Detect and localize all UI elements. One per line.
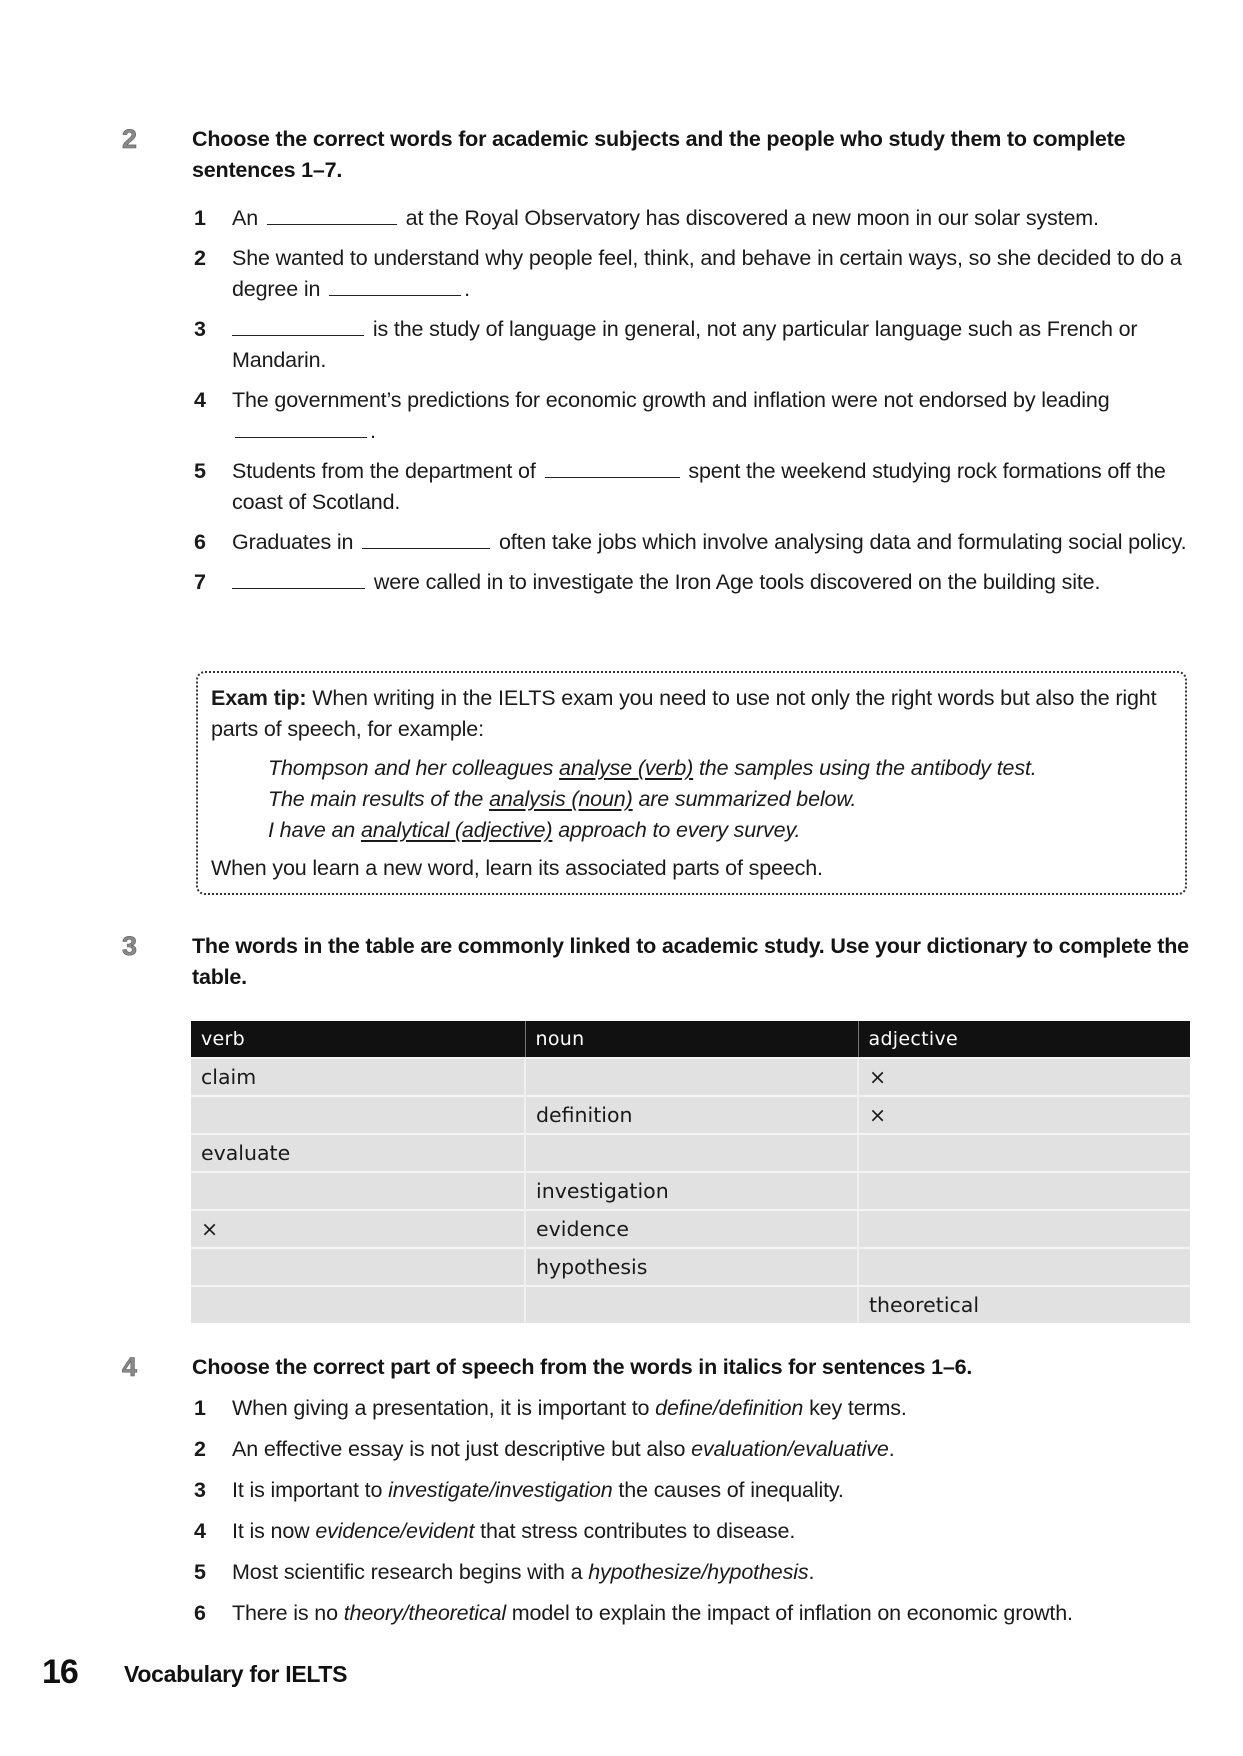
answer-blank[interactable] — [235, 419, 367, 438]
example-sentence — [268, 784, 1168, 815]
word-choice[interactable]: evaluation/evaluative — [691, 1437, 889, 1461]
table-cell: × — [858, 1058, 1190, 1096]
item-text-after: that stress contributes to disease. — [474, 1519, 796, 1543]
item-number: 3 — [194, 317, 206, 341]
table-cell: investigation — [525, 1172, 858, 1210]
item-text-before: She wanted to understand why people feel, think, and behave in certain ways, so she decided to do a degree in — [232, 246, 1182, 301]
table-cell-blank[interactable] — [525, 1058, 858, 1096]
table-row — [191, 1058, 1190, 1096]
table-cell: evaluate — [191, 1134, 525, 1172]
word-choice[interactable]: investigate/investigation — [388, 1478, 613, 1502]
answer-blank[interactable] — [545, 459, 680, 478]
table-cell-blank[interactable] — [525, 1286, 858, 1323]
exercise-3-instructions: The words in the table are commonly linked to academic study. Use your dictionary to complete the table. — [192, 934, 1189, 989]
item-text-after: . — [808, 1560, 815, 1584]
table-cell-blank[interactable] — [858, 1248, 1190, 1286]
table-cell: × — [858, 1096, 1190, 1134]
table-cell: claim — [191, 1058, 525, 1096]
table-row — [191, 1134, 1190, 1172]
table-cell-blank[interactable] — [858, 1134, 1190, 1172]
item-number: 2 — [194, 1437, 206, 1461]
exercise-4-instructions: Choose the correct part of speech from the words in italics for sentences 1–6. — [192, 1355, 973, 1379]
item-text-after: . — [464, 277, 470, 301]
table-cell-blank[interactable] — [191, 1286, 525, 1323]
example-highlight: analyse (verb) — [559, 756, 694, 780]
word-choice[interactable]: theory/theoretical — [343, 1601, 506, 1625]
exercise-4-list — [192, 1393, 1202, 1629]
item-text-before: An — [232, 206, 258, 230]
book-title: Vocabulary for IELTS — [124, 1661, 348, 1687]
exam-tip-examples — [268, 753, 1168, 846]
list-item — [192, 385, 1202, 447]
column-header-verb: verb — [191, 1021, 525, 1058]
item-text-after: were called in to investigate the Iron Age tools discovered on the building site. — [373, 570, 1101, 594]
item-text-before: The government’s predictions for economic growth and inflation were not endorsed by leading — [232, 388, 1110, 412]
table-cell-blank[interactable] — [191, 1096, 525, 1134]
list-item — [192, 1475, 1202, 1506]
exam-tip-intro — [211, 683, 1171, 745]
item-number: 3 — [194, 1478, 206, 1502]
exam-tip-outro: When you learn a new word, learn its associated parts of speech. — [211, 856, 823, 880]
item-number: 2 — [194, 246, 206, 270]
table-cell: hypothesis — [525, 1248, 858, 1286]
exercise-2-list — [192, 203, 1202, 598]
word-choice[interactable]: hypothesize/hypothesis — [588, 1560, 809, 1584]
example-text: approach to every survey. — [552, 818, 801, 842]
exercise-number-4: 4 — [122, 1352, 138, 1382]
table-header-row — [191, 1021, 1190, 1058]
item-text-after: is the study of language in general, not any particular language such as French or Mandarin. — [232, 317, 1138, 372]
exam-tip-text: When writing in the IELTS exam you need to use not only the right words but also the right parts of speech, for example: — [211, 686, 1157, 741]
item-number: 7 — [194, 570, 206, 594]
example-sentence — [268, 815, 1168, 846]
word-choice[interactable]: evidence/evident — [315, 1519, 475, 1543]
exam-tip-label: Exam tip: — [211, 686, 307, 710]
parts-of-speech-table — [191, 1021, 1190, 1323]
list-item — [192, 456, 1202, 518]
item-text-before: When giving a presentation, it is important to — [232, 1396, 656, 1420]
list-item — [192, 1557, 1202, 1588]
example-text: The main results of the — [268, 787, 490, 811]
column-header-adjective: adjective — [858, 1021, 1190, 1058]
item-number: 1 — [194, 206, 206, 230]
example-sentence — [268, 753, 1168, 784]
item-text-after: often take jobs which involve analysing data and formulating social policy. — [498, 530, 1187, 554]
list-item — [192, 314, 1202, 376]
table-row — [191, 1210, 1190, 1248]
example-highlight: analysis (noun) — [489, 787, 633, 811]
exercise-number-3: 3 — [122, 931, 138, 961]
list-item — [192, 243, 1202, 305]
item-number: 6 — [194, 1601, 206, 1625]
word-choice[interactable]: define/definition — [655, 1396, 804, 1420]
item-text-after: . — [370, 419, 376, 443]
item-text-after: key terms. — [803, 1396, 907, 1420]
table-row — [191, 1248, 1190, 1286]
page-number: 16 — [42, 1653, 78, 1691]
item-number: 1 — [194, 1396, 206, 1420]
example-text: are summarized below. — [632, 787, 857, 811]
item-text-before: It is now — [232, 1519, 316, 1543]
item-text-after: the causes of inequality. — [612, 1478, 844, 1502]
item-text-after: at the Royal Observatory has discovered a new moon in our solar system. — [405, 206, 1099, 230]
table-cell: definition — [525, 1096, 858, 1134]
item-text-before: Graduates in — [232, 530, 354, 554]
item-number: 4 — [194, 1519, 206, 1543]
table-cell-blank[interactable] — [858, 1210, 1190, 1248]
exercise-number-2: 2 — [122, 124, 138, 154]
table-row — [191, 1172, 1190, 1210]
item-text-before: Most scientific research begins with a — [232, 1560, 589, 1584]
table-row — [191, 1286, 1190, 1323]
item-number: 6 — [194, 530, 206, 554]
answer-blank[interactable] — [232, 317, 364, 336]
table-cell-blank[interactable] — [191, 1172, 525, 1210]
list-item — [192, 567, 1202, 598]
list-item — [192, 1598, 1202, 1629]
item-text-before: Students from the department of — [232, 459, 536, 483]
answer-blank[interactable] — [232, 570, 365, 589]
list-item — [192, 1516, 1202, 1547]
table-cell: × — [191, 1210, 525, 1248]
table-cell-blank[interactable] — [191, 1248, 525, 1286]
answer-blank[interactable] — [267, 206, 397, 225]
example-highlight: analytical (adjective) — [360, 818, 553, 842]
column-header-noun: noun — [525, 1021, 858, 1058]
item-text-before: There is no — [232, 1601, 344, 1625]
example-text: Thompson and her colleagues — [268, 756, 560, 780]
answer-blank[interactable] — [362, 530, 490, 549]
item-number: 5 — [194, 1560, 206, 1584]
table-cell-blank[interactable] — [858, 1172, 1190, 1210]
table-cell: evidence — [525, 1210, 858, 1248]
answer-blank[interactable] — [329, 277, 461, 296]
table-row — [191, 1096, 1190, 1134]
table-cell: theoretical — [858, 1286, 1190, 1323]
item-text-before: An effective essay is not just descriptive but also — [232, 1437, 692, 1461]
example-text: the samples using the antibody test. — [693, 756, 1037, 780]
item-text-after: model to explain the impact of inflation on economic growth. — [505, 1601, 1073, 1625]
exam-tip-box — [196, 671, 1187, 895]
table-cell-blank[interactable] — [525, 1134, 858, 1172]
example-text: I have an — [268, 818, 361, 842]
list-item — [192, 203, 1202, 234]
exercise-2-instructions: Choose the correct words for academic subjects and the people who study them to complete sentences 1–7. — [192, 127, 1126, 182]
item-number: 5 — [194, 459, 206, 483]
list-item — [192, 527, 1202, 558]
item-text-after: spent the weekend studying rock formations off the coast of Scotland. — [232, 459, 1166, 514]
item-text-before: It is important to — [232, 1478, 389, 1502]
item-text-after: . — [888, 1437, 895, 1461]
list-item — [192, 1393, 1202, 1424]
item-number: 4 — [194, 388, 206, 412]
list-item — [192, 1434, 1202, 1465]
